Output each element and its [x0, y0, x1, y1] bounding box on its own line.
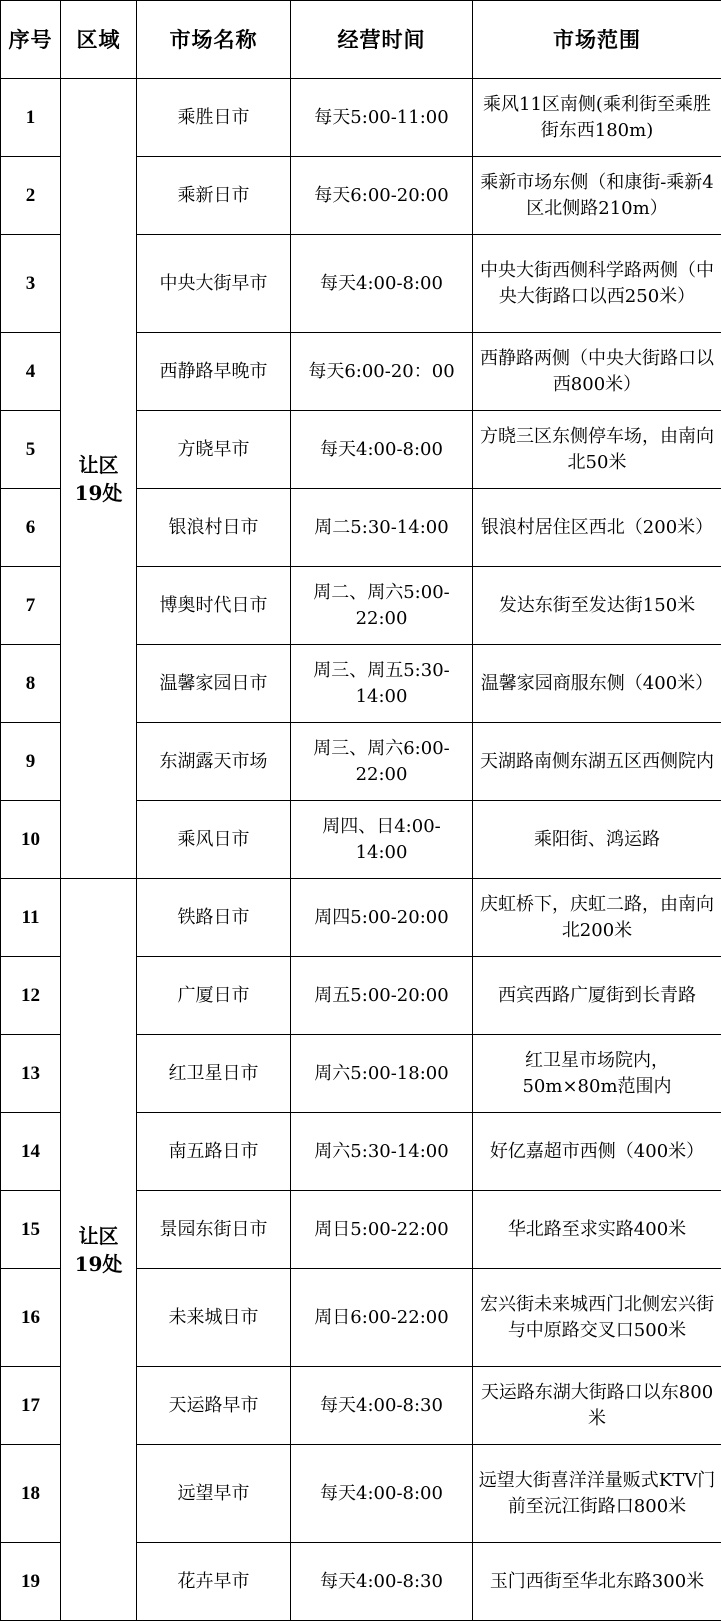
row-seq: 7: [1, 567, 61, 645]
market-scope-cell: 庆虹桥下，庆虹二路，由南向北200米: [473, 879, 721, 957]
market-scope-cell: 宏兴街未来城西门北侧宏兴街与中原路交叉口500米: [473, 1269, 721, 1367]
row-seq: 13: [1, 1035, 61, 1113]
market-name-cell: 远望早市: [137, 1445, 291, 1543]
business-hours-cell: 每天4:00-8:00: [291, 1445, 473, 1543]
business-hours-cell: 每天4:00-8:30: [291, 1367, 473, 1445]
row-seq: 8: [1, 645, 61, 723]
business-hours-cell: 每天4:00-8:00: [291, 235, 473, 333]
header-row: [1, 1, 721, 79]
market-name-cell: 乘风日市: [137, 801, 291, 879]
district-cell: 让区 19处: [61, 879, 137, 1621]
header-market-name: 市场名称: [137, 1, 291, 79]
market-scope-cell: 玉门西街至华北东路300米: [473, 1543, 721, 1621]
business-hours-cell: 每天6:00-20：00: [291, 333, 473, 411]
business-hours-cell: 周六5:00-18:00: [291, 1035, 473, 1113]
market-name-cell: 铁路日市: [137, 879, 291, 957]
business-hours-cell: 周日5:00-22:00: [291, 1191, 473, 1269]
market-scope-cell: 方晓三区东侧停车场，由南向北50米: [473, 411, 721, 489]
market-scope-cell: 发达东街至发达街150米: [473, 567, 721, 645]
business-hours-cell: 周日6:00-22:00: [291, 1269, 473, 1367]
row-seq: 3: [1, 235, 61, 333]
row-seq: 15: [1, 1191, 61, 1269]
market-scope-cell: 红卫星市场院内，50m×80m范围内: [473, 1035, 721, 1113]
business-hours-cell: 周二、周六5:00-22:00: [291, 567, 473, 645]
table-row: [1, 879, 721, 957]
row-seq: 17: [1, 1367, 61, 1445]
row-seq: 2: [1, 157, 61, 235]
market-name-cell: 方晓早市: [137, 411, 291, 489]
business-hours-cell: 周三、周五5:30-14:00: [291, 645, 473, 723]
row-seq: 19: [1, 1543, 61, 1621]
row-seq: 16: [1, 1269, 61, 1367]
market-scope-cell: 天湖路南侧东湖五区西侧院内: [473, 723, 721, 801]
business-hours-cell: 周四5:00-20:00: [291, 879, 473, 957]
market-name-cell: 乘胜日市: [137, 79, 291, 157]
market-scope-cell: 银浪村居住区西北（200米）: [473, 489, 721, 567]
row-seq: 14: [1, 1113, 61, 1191]
header-market-scope: 市场范围: [473, 1, 721, 79]
business-hours-cell: 周四、日4:00-14:00: [291, 801, 473, 879]
row-seq: 10: [1, 801, 61, 879]
market-name-cell: 乘新日市: [137, 157, 291, 235]
row-seq: 12: [1, 957, 61, 1035]
market-scope-cell: 华北路至求实路400米: [473, 1191, 721, 1269]
market-name-cell: 东湖露天市场: [137, 723, 291, 801]
market-scope-cell: 乘阳街、鸿运路: [473, 801, 721, 879]
market-scope-cell: 远望大街喜洋洋量贩式KTV门前至沅江街路口800米: [473, 1445, 721, 1543]
market-name-cell: 花卉早市: [137, 1543, 291, 1621]
market-name-cell: 红卫星日市: [137, 1035, 291, 1113]
market-name-cell: 未来城日市: [137, 1269, 291, 1367]
row-seq: 11: [1, 879, 61, 957]
header-business-hours: 经营时间: [291, 1, 473, 79]
row-seq: 1: [1, 79, 61, 157]
market-name-cell: 广厦日市: [137, 957, 291, 1035]
district-cell: 让区 19处: [61, 79, 137, 879]
market-scope-cell: 乘新市场东侧（和康街-乘新4区北侧路210m）: [473, 157, 721, 235]
business-hours-cell: 每天4:00-8:00: [291, 411, 473, 489]
business-hours-cell: 周二5:30-14:00: [291, 489, 473, 567]
header-district: 区域: [61, 1, 137, 79]
market-name-cell: 中央大街早市: [137, 235, 291, 333]
market-scope-cell: 西静路两侧（中央大街路口以西800米）: [473, 333, 721, 411]
market-scope-cell: 乘风11区南侧(乘利街至乘胜街东西180m): [473, 79, 721, 157]
row-seq: 9: [1, 723, 61, 801]
market-scope-cell: 好亿嘉超市西侧（400米）: [473, 1113, 721, 1191]
business-hours-cell: 每天4:00-8:30: [291, 1543, 473, 1621]
business-hours-cell: 每天6:00-20:00: [291, 157, 473, 235]
market-scope-cell: 西宾西路广厦街到长青路: [473, 957, 721, 1035]
market-name-cell: 南五路日市: [137, 1113, 291, 1191]
market-scope-cell: 天运路东湖大街路口以东800米: [473, 1367, 721, 1445]
business-hours-cell: 周六5:30-14:00: [291, 1113, 473, 1191]
row-seq: 5: [1, 411, 61, 489]
table-body: [1, 79, 721, 1621]
header-seq: 序号: [1, 1, 61, 79]
business-hours-cell: 周三、周六6:00-22:00: [291, 723, 473, 801]
market-name-cell: 博奥时代日市: [137, 567, 291, 645]
row-seq: 4: [1, 333, 61, 411]
market-name-cell: 景园东街日市: [137, 1191, 291, 1269]
market-scope-cell: 温馨家园商服东侧（400米）: [473, 645, 721, 723]
business-hours-cell: 周五5:00-20:00: [291, 957, 473, 1035]
row-seq: 18: [1, 1445, 61, 1543]
market-name-cell: 温馨家园日市: [137, 645, 291, 723]
market-name-cell: 西静路早晚市: [137, 333, 291, 411]
business-hours-cell: 每天5:00-11:00: [291, 79, 473, 157]
market-scope-cell: 中央大街西侧科学路两侧（中央大街路口以西250米）: [473, 235, 721, 333]
market-name-cell: 天运路早市: [137, 1367, 291, 1445]
table-row: [1, 79, 721, 157]
market-name-cell: 银浪村日市: [137, 489, 291, 567]
row-seq: 6: [1, 489, 61, 567]
